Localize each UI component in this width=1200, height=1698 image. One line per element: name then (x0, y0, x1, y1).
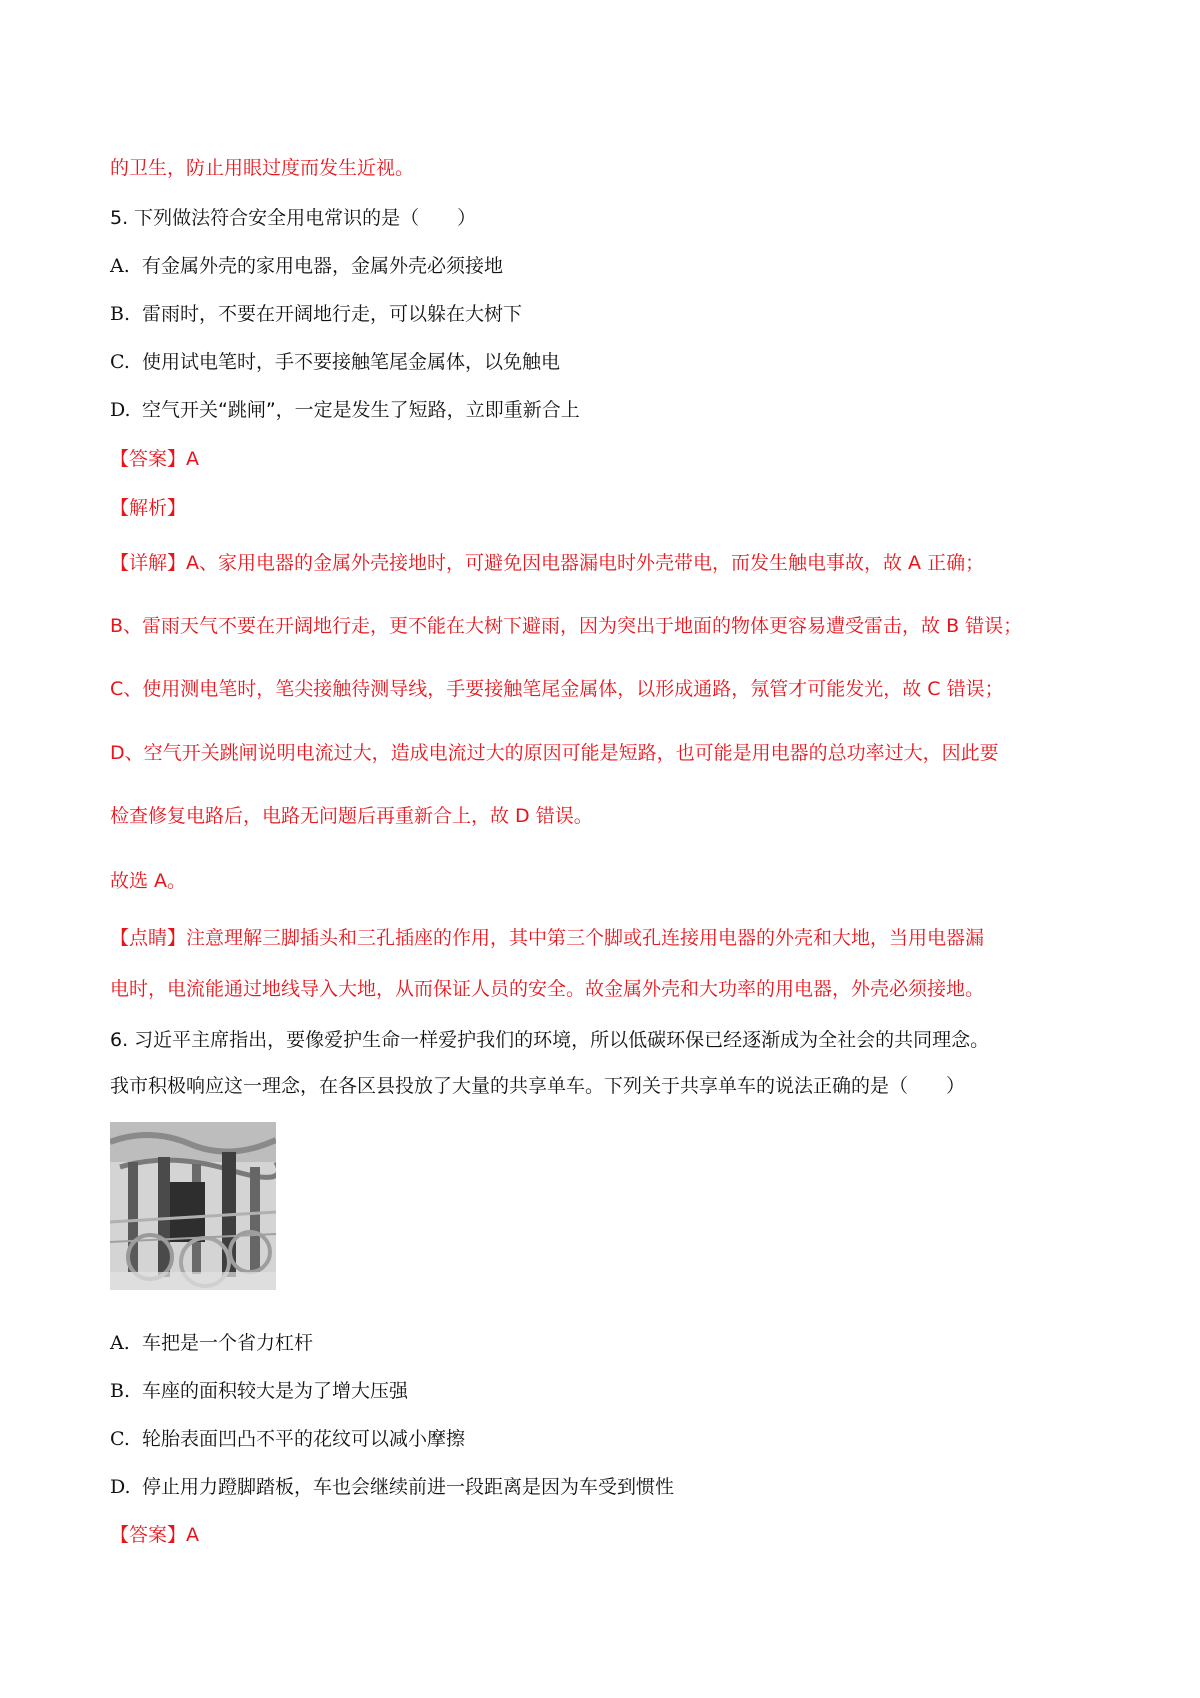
option-text: 停止用力蹬脚踏板，车也会继续前进一段距离是因为车受到惯性 (142, 1476, 675, 1498)
q5-detail-line: C、使用测电笔时，笔尖接触待测导线，手要接触笔尾金属体，以形成通路，氖管才可能发光，故 C 错误； (110, 678, 1004, 700)
q6-option-c (110, 1426, 465, 1452)
q5-detail-line: 检查修复电路后，电路无问题后再重新合上，故 D 错误。 (110, 805, 593, 827)
option-text: 使用试电笔时，手不要接触笔尾金属体，以免触电 (142, 351, 561, 373)
q5-option-d (110, 397, 580, 423)
question-5-stem: 5. 下列做法符合安全用电常识的是（ ） (110, 207, 477, 229)
q6-option-a (110, 1330, 313, 1356)
option-text: 轮胎表面凹凸不平的花纹可以减小摩擦 (142, 1428, 466, 1450)
option-text: 有金属外壳的家用电器，金属外壳必须接地 (142, 255, 504, 277)
q5-answer: 【答案】A (110, 448, 199, 470)
option-letter: B. (110, 1380, 131, 1402)
option-letter: D. (110, 399, 131, 421)
q5-option-a (110, 253, 503, 279)
question-6-stem-line: 6. 习近平主席指出，要像爱护生命一样爱护我们的环境，所以低碳环保已经逐渐成为全社会的共同理念。 (110, 1029, 990, 1051)
q5-detail-line: D、空气开关跳闸说明电流过大，造成电流过大的原因可能是短路，也可能是用电器的总功率过大，因此要 (110, 742, 999, 764)
q5-detail-line: B、雷雨天气不要在开阔地行走，更不能在大树下避雨，因为突出于地面的物体更容易遭受雷击，故 B 错误； (110, 615, 1023, 637)
q5-option-c (110, 349, 560, 375)
option-letter: A. (110, 1332, 130, 1354)
q6-answer: 【答案】A (110, 1524, 199, 1546)
option-text: 雷雨时，不要在开阔地行走，可以躲在大树下 (142, 303, 523, 325)
option-text: 车座的面积较大是为了增大压强 (142, 1380, 409, 1402)
q5-detail-line: 【详解】A、家用电器的金属外壳接地时，可避免因电器漏电时外壳带电，而发生触电事故，故 A 正确； (110, 552, 985, 574)
option-letter: C. (110, 1428, 130, 1450)
shared-bikes-illustration (110, 1122, 276, 1290)
q5-comment-line: 【点睛】注意理解三脚插头和三孔插座的作用，其中第三个脚或孔连接用电器的外壳和大地，当用电器漏 (110, 927, 985, 949)
option-letter: A. (110, 255, 130, 277)
option-text: 空气开关“跳闸”，一定是发生了短路，立即重新合上 (142, 399, 580, 421)
option-letter: D. (110, 1476, 131, 1498)
q5-analysis-label: 【解析】 (110, 497, 187, 519)
q6-option-d (110, 1474, 674, 1500)
q5-choice: 故选 A。 (110, 870, 187, 892)
option-letter: B. (110, 303, 131, 325)
previous-answer-continuation: 的卫生，防止用眼过度而发生近视。 (110, 157, 415, 179)
q6-option-b (110, 1378, 408, 1404)
q5-comment-line: 电时，电流能通过地线导入大地，从而保证人员的安全。故金属外壳和大功率的用电器，外壳必须接地。 (110, 978, 985, 1000)
q5-option-b (110, 301, 522, 327)
option-letter: C. (110, 351, 130, 373)
question-6-stem-line: 我市积极响应这一理念，在各区县投放了大量的共享单车。下列关于共享单车的说法正确的是（ ） (110, 1075, 966, 1097)
shared-bikes-photo (110, 1122, 276, 1290)
option-text: 车把是一个省力杠杆 (142, 1332, 314, 1354)
